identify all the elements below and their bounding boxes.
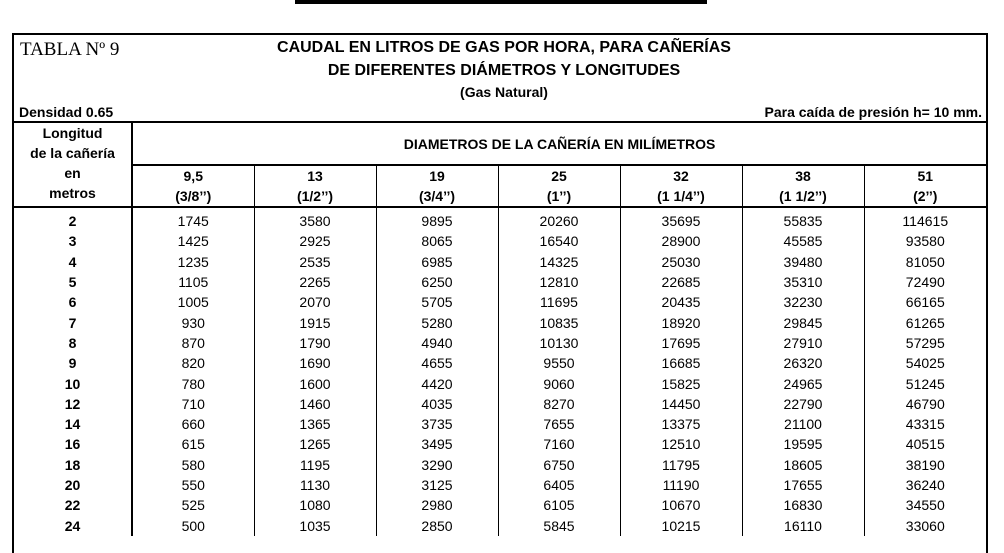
flow-value-cell: 11695: [498, 292, 620, 312]
length-cell: 3: [14, 231, 132, 251]
flow-value-cell: 43315: [905, 416, 945, 433]
flow-value-cell: 25030: [620, 252, 742, 272]
table-row: [14, 475, 986, 495]
diameter-column-header: [620, 165, 742, 207]
flow-value-cell: 33060: [905, 517, 945, 534]
flow-value-cell: 35310: [742, 272, 864, 292]
length-cell: 4: [14, 252, 132, 272]
flow-value-cell: 21100: [742, 414, 864, 434]
table-row: [14, 207, 986, 231]
flow-value-cell: 16685: [620, 353, 742, 373]
flow-value-cell: 3580: [254, 207, 376, 231]
flow-data-table: [14, 123, 986, 536]
flow-value-cell: 2925: [254, 231, 376, 251]
gas-flow-table: [12, 33, 988, 553]
flow-value-cell: 11795: [620, 455, 742, 475]
table-row: [14, 353, 986, 373]
flow-value-cell: 20260: [498, 207, 620, 231]
flow-value-cell: 36240: [905, 477, 945, 493]
table-row: [14, 292, 986, 312]
flow-value-cell: 10835: [498, 312, 620, 332]
diameter-column-header: [864, 165, 986, 207]
flow-value-cell: 4655: [376, 353, 498, 373]
flow-value-cell: 660: [132, 414, 254, 434]
flow-value-cell: 55835: [742, 207, 864, 231]
flow-value-cell: 6105: [498, 495, 620, 515]
flow-value-cell: 780: [132, 373, 254, 393]
flow-value-cell: 9550: [498, 353, 620, 373]
flow-value-cell: 1425: [132, 231, 254, 251]
length-cell: 12: [14, 394, 132, 414]
flow-value-cell: 710: [132, 394, 254, 414]
flow-value-cell: 18605: [742, 455, 864, 475]
length-cell: 20: [14, 475, 132, 495]
diameter-column-header: [742, 165, 864, 207]
flow-value-cell: 615: [132, 434, 254, 454]
length-header-line: en: [64, 165, 81, 181]
flow-value-cell: 10670: [620, 495, 742, 515]
length-cell: 5: [14, 272, 132, 292]
flow-value-cell: 1690: [254, 353, 376, 373]
flow-value-cell: 51245: [905, 375, 945, 392]
diameter-column-header: [132, 165, 254, 207]
flow-value-cell: 9060: [498, 373, 620, 393]
flow-value-cell: 1130: [254, 475, 376, 495]
table-subtitle: (Gas Natural): [460, 84, 548, 100]
length-cell: 2: [14, 207, 132, 231]
table-title-line-1: CAUDAL EN LITROS DE GAS POR HORA, PARA CAÑERÍAS: [277, 39, 731, 56]
flow-value-cell: 8065: [376, 231, 498, 251]
flow-value-cell: 1080: [254, 495, 376, 515]
flow-value-cell: 12810: [498, 272, 620, 292]
diameter-inch: (1’’): [546, 188, 572, 204]
flow-value-cell: 32230: [742, 292, 864, 312]
diameter-mm: 9,5: [183, 168, 203, 184]
flow-value-cell: 14450: [620, 394, 742, 414]
flow-value-cell: 4035: [376, 394, 498, 414]
length-header-line: Longitud: [42, 125, 103, 141]
flow-value-cell: 16540: [498, 231, 620, 251]
flow-value-cell: 93580: [905, 233, 945, 250]
flow-value-cell: 1105: [132, 272, 254, 292]
flow-value-cell: 13375: [620, 414, 742, 434]
flow-value-cell: 1790: [254, 333, 376, 353]
flow-value-cell: 14325: [498, 252, 620, 272]
flow-value-cell: 6250: [376, 272, 498, 292]
table-row: [14, 414, 986, 434]
length-cell: 9: [14, 353, 132, 373]
flow-value-cell: 81050: [905, 253, 945, 270]
flow-value-cell: 1005: [132, 292, 254, 312]
table-row: [14, 312, 986, 332]
flow-value-cell: 2070: [254, 292, 376, 312]
flow-value-cell: 29845: [742, 312, 864, 332]
flow-value-cell: 3495: [376, 434, 498, 454]
flow-value-cell: 5845: [498, 515, 620, 535]
flow-value-cell: 20435: [620, 292, 742, 312]
flow-value-cell: 72490: [905, 274, 945, 291]
length-cell: 24: [14, 515, 132, 535]
diameter-inch: (1 1/4’’): [657, 188, 705, 204]
flow-value-cell: 1235: [132, 252, 254, 272]
flow-value-cell: 18920: [620, 312, 742, 332]
diameter-mm: 19: [429, 168, 445, 184]
length-cell: 7: [14, 312, 132, 332]
diameter-mm: 38: [795, 168, 811, 184]
flow-value-cell: 114615: [902, 213, 949, 230]
flow-value-cell: 6750: [498, 455, 620, 475]
table-title-line-2: DE DIFERENTES DIÁMETROS Y LONGITUDES: [327, 62, 681, 79]
table-row: [14, 231, 986, 251]
diameter-inch: (1 1/2’’): [779, 188, 827, 204]
flow-value-cell: 46790: [905, 395, 945, 412]
flow-value-cell: 580: [132, 455, 254, 475]
flow-value-cell: 7160: [498, 434, 620, 454]
flow-value-cell: 1195: [254, 455, 376, 475]
length-column-header: [14, 123, 132, 207]
flow-value-cell: 17655: [742, 475, 864, 495]
flow-value-cell: 870: [132, 333, 254, 353]
flow-value-cell: 27910: [742, 333, 864, 353]
diameter-inch: (2’’): [913, 188, 938, 204]
flow-value-cell: 10215: [620, 515, 742, 535]
pressure-drop-note: Para caída de presión h= 10 mm.: [764, 104, 982, 120]
table-header-block: [14, 35, 986, 123]
flow-value-cell: 4940: [376, 333, 498, 353]
flow-value-cell: 66165: [905, 294, 945, 311]
flow-value-cell: 34550: [905, 497, 945, 514]
flow-value-cell: 5280: [376, 312, 498, 332]
diameter-inch: (3/8’’): [175, 188, 212, 204]
length-cell: 22: [14, 495, 132, 515]
flow-value-cell: 15825: [620, 373, 742, 393]
flow-value-cell: 40515: [905, 436, 945, 453]
flow-value-cell: 26320: [742, 353, 864, 373]
flow-value-cell: 45585: [742, 231, 864, 251]
flow-value-cell: 28900: [620, 231, 742, 251]
table-row: [14, 373, 986, 393]
flow-value-cell: 22790: [742, 394, 864, 414]
flow-value-cell: 19595: [742, 434, 864, 454]
flow-value-cell: 2535: [254, 252, 376, 272]
diameter-mm: 25: [551, 168, 567, 184]
length-cell: 10: [14, 373, 132, 393]
flow-value-cell: 38190: [905, 456, 945, 473]
table-row: [14, 333, 986, 353]
diameter-mm: 32: [673, 168, 689, 184]
diameter-inch: (1/2’’): [296, 188, 334, 204]
flow-value-cell: 16830: [742, 495, 864, 515]
table-row: [14, 434, 986, 454]
flow-value-cell: 39480: [742, 252, 864, 272]
table-row: [14, 394, 986, 414]
length-cell: 14: [14, 414, 132, 434]
flow-value-cell: 1365: [254, 414, 376, 434]
table-row: [14, 252, 986, 272]
flow-value-cell: 11190: [620, 475, 742, 495]
flow-value-cell: 9895: [376, 207, 498, 231]
diameter-column-header: [376, 165, 498, 207]
flow-value-cell: 10130: [498, 333, 620, 353]
flow-value-cell: 17695: [620, 333, 742, 353]
flow-value-cell: 12510: [620, 434, 742, 454]
length-cell: 16: [14, 434, 132, 454]
flow-value-cell: 4420: [376, 373, 498, 393]
table-number-label: TABLA Nº 9: [20, 39, 120, 60]
table-row: [14, 495, 986, 515]
flow-value-cell: 6405: [498, 475, 620, 495]
flow-value-cell: 1600: [254, 373, 376, 393]
flow-value-cell: 3735: [376, 414, 498, 434]
flow-value-cell: 2265: [254, 272, 376, 292]
flow-value-cell: 1745: [132, 207, 254, 231]
flow-value-cell: 1035: [254, 515, 376, 535]
flow-value-cell: 1915: [254, 312, 376, 332]
diameter-column-header: [254, 165, 376, 207]
flow-value-cell: 930: [132, 312, 254, 332]
flow-value-cell: 550: [132, 475, 254, 495]
flow-value-cell: 2850: [376, 515, 498, 535]
flow-value-cell: 3125: [376, 475, 498, 495]
flow-value-cell: 16110: [742, 515, 864, 535]
flow-value-cell: 1265: [254, 434, 376, 454]
flow-value-cell: 54025: [905, 355, 945, 372]
flow-value-cell: 1460: [254, 394, 376, 414]
flow-value-cell: 525: [132, 495, 254, 515]
flow-value-cell: 22685: [620, 272, 742, 292]
length-cell: 6: [14, 292, 132, 312]
table-row: [14, 515, 986, 535]
length-header-line: de la cañería: [30, 145, 115, 161]
flow-value-cell: 24965: [742, 373, 864, 393]
top-rule: [295, 0, 707, 4]
flow-value-cell: 57295: [905, 334, 945, 351]
flow-value-cell: 2980: [376, 495, 498, 515]
diameters-header: DIAMETROS DE LA CAÑERÍA EN MILÍMETROS: [132, 123, 986, 165]
flow-value-cell: 6985: [376, 252, 498, 272]
diameter-mm: 13: [307, 168, 323, 184]
flow-value-cell: 820: [132, 353, 254, 373]
table-row: [14, 455, 986, 475]
diameter-mm: 51: [917, 168, 934, 184]
flow-value-cell: 7655: [498, 414, 620, 434]
flow-value-cell: 3290: [376, 455, 498, 475]
flow-value-cell: 8270: [498, 394, 620, 414]
table-row: [14, 272, 986, 292]
flow-value-cell: 35695: [620, 207, 742, 231]
density-note: Densidad 0.65: [19, 104, 114, 120]
flow-value-cell: 500: [132, 515, 254, 535]
diameter-column-header: [498, 165, 620, 207]
flow-value-cell: 5705: [376, 292, 498, 312]
diameter-inch: (3/4’’): [418, 188, 456, 204]
flow-value-cell: 61265: [905, 314, 945, 331]
length-header-line: metros: [49, 185, 96, 201]
length-cell: 8: [14, 333, 132, 353]
length-cell: 18: [14, 455, 132, 475]
